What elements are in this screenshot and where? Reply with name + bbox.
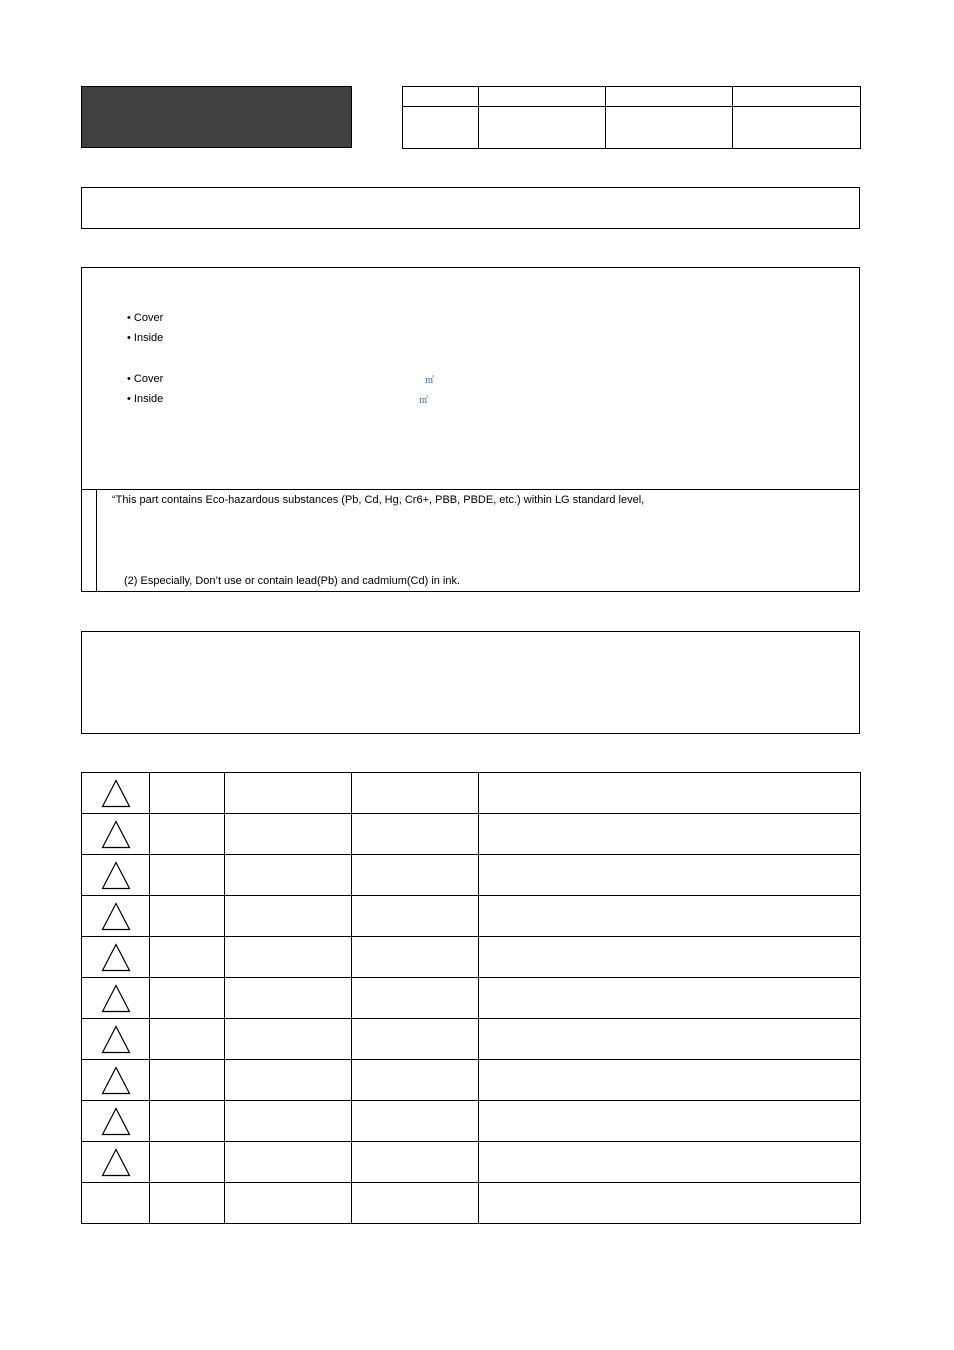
- revision-triangle-icon: [101, 943, 131, 972]
- revision-cell: [352, 773, 479, 814]
- approval-signature-cell: [606, 107, 733, 149]
- revision-cell: [479, 1101, 861, 1142]
- revision-mark-cell: [82, 773, 150, 814]
- revision-cell: [225, 1101, 352, 1142]
- eco-ink-note: (2) Especially, Don’t use or contain lead(Pb) and cadmium(Cd) in ink.: [124, 575, 461, 587]
- specification-box: [81, 267, 860, 592]
- revision-cell: [150, 855, 225, 896]
- revision-cell: [352, 1142, 479, 1183]
- revision-cell: [352, 978, 479, 1019]
- paper-inside-label: • Inside: [127, 393, 164, 405]
- revision-table: [81, 772, 861, 1224]
- revision-cell: [225, 937, 352, 978]
- revision-cell: [150, 978, 225, 1019]
- revision-cell: [479, 1019, 861, 1060]
- revision-row: [82, 814, 861, 855]
- revision-cell: [225, 773, 352, 814]
- eco-hazard-statement: “This part contains Eco-hazardous substances (Pb, Cd, Hg, Cr6+, PBB, PBDE, etc.) within LG standard level,: [112, 494, 645, 506]
- revision-row: [82, 896, 861, 937]
- revision-cell: [150, 1183, 225, 1224]
- revision-cell: [479, 896, 861, 937]
- revision-cell: [352, 1060, 479, 1101]
- dimension-inside-label: • Inside: [127, 332, 164, 344]
- revision-cell: [225, 855, 352, 896]
- revision-row: [82, 773, 861, 814]
- eco-section-margin-line: [96, 490, 97, 591]
- revision-cell: [352, 896, 479, 937]
- revision-row: [82, 1060, 861, 1101]
- revision-cell: [352, 814, 479, 855]
- revision-triangle-icon: [101, 779, 131, 808]
- approval-table: [402, 86, 861, 149]
- revision-cell: [479, 1183, 861, 1224]
- approval-header-cell: [403, 87, 479, 107]
- revision-cell: [225, 1183, 352, 1224]
- revision-cell: [225, 1060, 352, 1101]
- document-title-block: [81, 86, 352, 148]
- approval-signature-cell: [403, 107, 479, 149]
- paper-cover-label: • Cover: [127, 373, 164, 385]
- revision-cell: [150, 896, 225, 937]
- approval-signature-cell: [733, 107, 861, 149]
- revision-mark-cell: [82, 896, 150, 937]
- revision-cell: [225, 1019, 352, 1060]
- revision-cell: [352, 1019, 479, 1060]
- revision-row: [82, 978, 861, 1019]
- revision-cell: [150, 1060, 225, 1101]
- revision-cell: [479, 855, 861, 896]
- revision-row: [82, 1142, 861, 1183]
- revision-row: [82, 855, 861, 896]
- revision-mark-cell: [82, 1019, 150, 1060]
- dimension-cover-label: • Cover: [127, 312, 164, 324]
- revision-triangle-icon: [101, 861, 131, 890]
- revision-mark-cell: [82, 1060, 150, 1101]
- revision-triangle-icon: [101, 984, 131, 1013]
- revision-mark-cell: [82, 978, 150, 1019]
- revision-cell: [479, 1142, 861, 1183]
- revision-cell: [352, 1183, 479, 1224]
- part-name-box: [81, 187, 860, 229]
- approval-signature-row: [403, 107, 861, 149]
- revision-triangle-icon: [101, 1066, 131, 1095]
- revision-cell: [150, 773, 225, 814]
- revision-cell: [150, 937, 225, 978]
- revision-cell: [225, 896, 352, 937]
- revision-mark-cell: [82, 1101, 150, 1142]
- revision-cell: [225, 978, 352, 1019]
- revision-triangle-icon: [101, 902, 131, 931]
- revision-triangle-icon: [101, 1025, 131, 1054]
- revision-cell: [479, 814, 861, 855]
- paper-inside-unit: ㎡: [419, 395, 429, 405]
- revision-mark-cell: [82, 1142, 150, 1183]
- revision-mark-cell: [82, 937, 150, 978]
- paper-cover-unit: ㎡: [425, 375, 435, 385]
- approval-header-cell: [733, 87, 861, 107]
- revision-cell: [479, 773, 861, 814]
- eco-section-divider: [81, 489, 860, 490]
- revision-cell: [225, 814, 352, 855]
- revision-row: [82, 1101, 861, 1142]
- revision-cell: [150, 814, 225, 855]
- revision-cell: [479, 1060, 861, 1101]
- revision-cell: [225, 1142, 352, 1183]
- revision-cell: [352, 937, 479, 978]
- revision-triangle-icon: [101, 820, 131, 849]
- revision-cell: [150, 1142, 225, 1183]
- revision-mark-cell: [82, 855, 150, 896]
- revision-cell: [150, 1101, 225, 1142]
- revision-mark-cell: [82, 814, 150, 855]
- revision-cell: [352, 855, 479, 896]
- revision-row: [82, 1019, 861, 1060]
- approval-header-row: [403, 87, 861, 107]
- revision-cell: [150, 1019, 225, 1060]
- notes-box: [81, 631, 860, 734]
- revision-cell: [479, 937, 861, 978]
- approval-header-cell: [606, 87, 733, 107]
- revision-cell: [352, 1101, 479, 1142]
- revision-triangle-icon: [101, 1107, 131, 1136]
- approval-header-cell: [479, 87, 606, 107]
- revision-cell: [479, 978, 861, 1019]
- revision-row: [82, 937, 861, 978]
- approval-signature-cell: [479, 107, 606, 149]
- revision-row: [82, 1183, 861, 1224]
- revision-mark-cell: [82, 1183, 150, 1224]
- revision-triangle-icon: [101, 1148, 131, 1177]
